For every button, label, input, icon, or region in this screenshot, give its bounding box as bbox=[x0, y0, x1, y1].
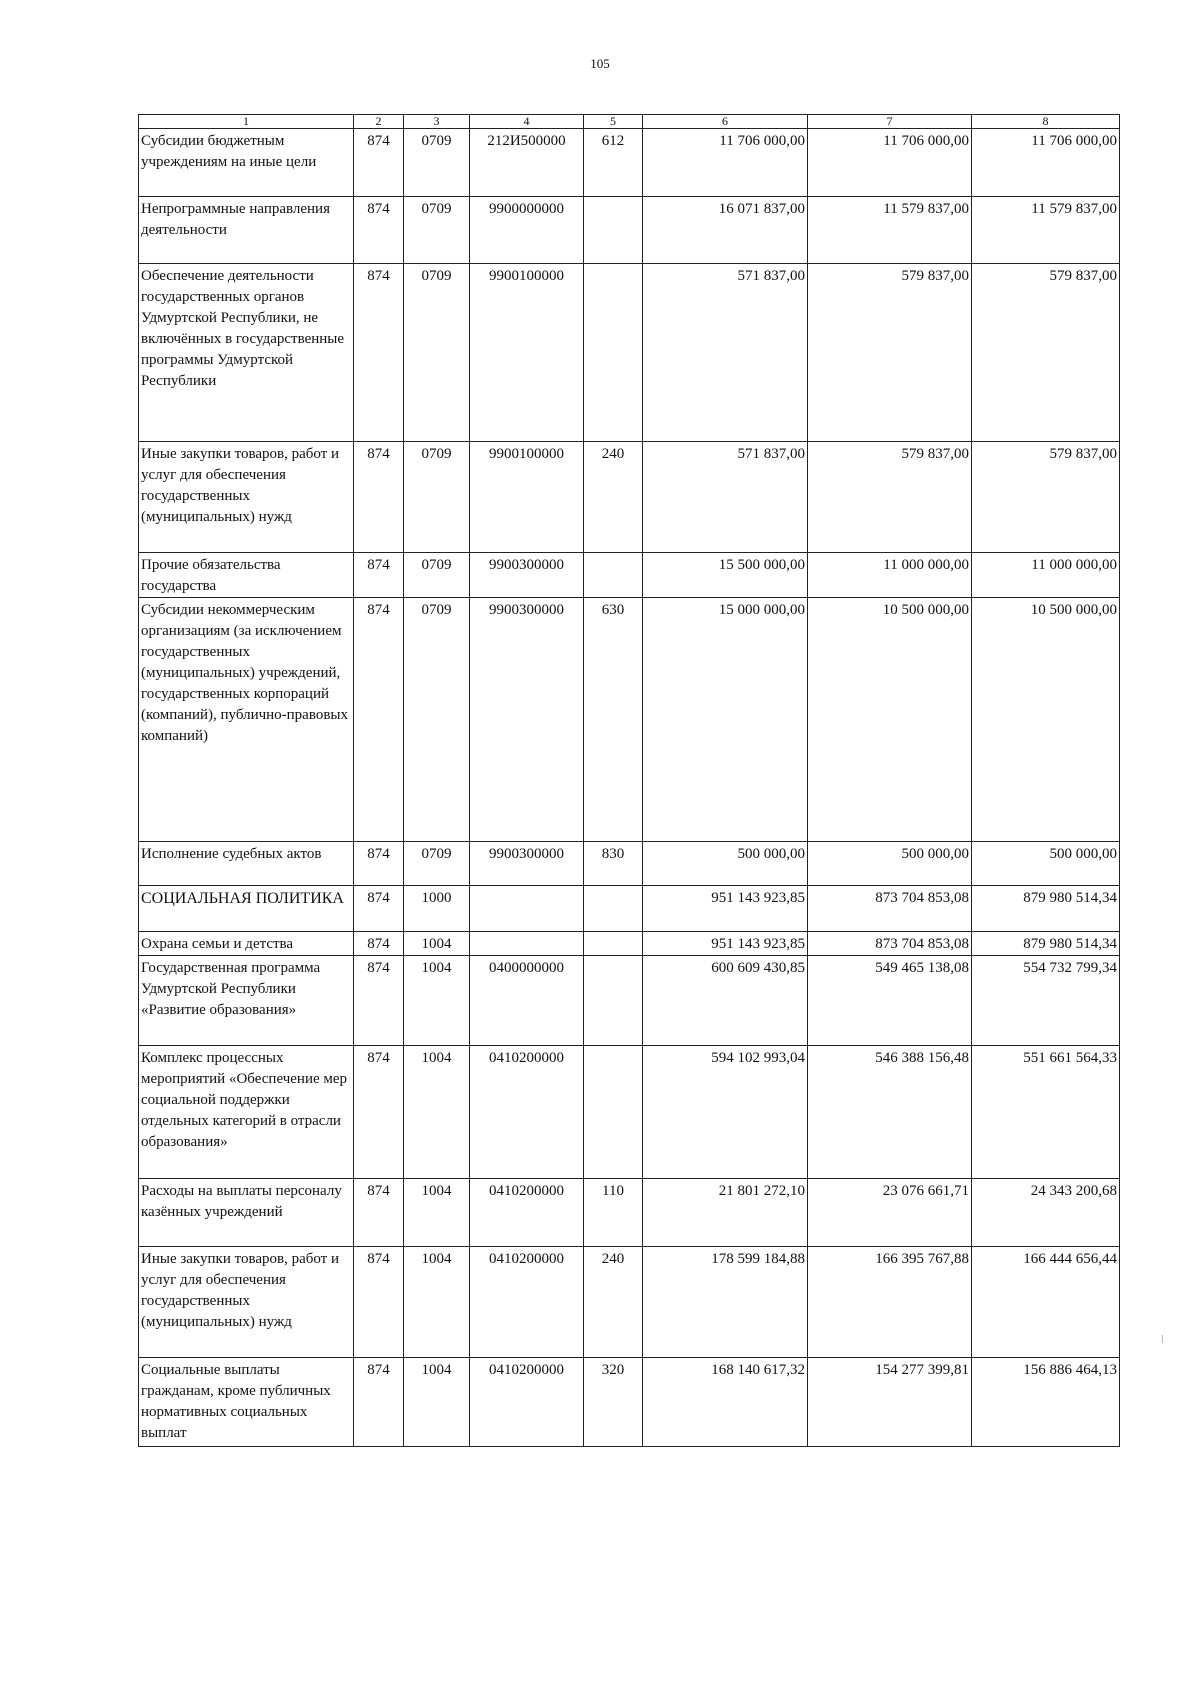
row-amount-col8: 11 706 000,00 bbox=[972, 129, 1120, 197]
row-target-code: 9900100000 bbox=[470, 264, 584, 442]
row-name: Прочие обязательства государства bbox=[139, 553, 354, 598]
row-amount-col7: 579 837,00 bbox=[808, 442, 972, 553]
row-amount-col7: 500 000,00 bbox=[808, 842, 972, 886]
row-section-code: 0709 bbox=[404, 598, 470, 842]
row-expense-type: 630 bbox=[584, 598, 643, 842]
row-section-code: 0709 bbox=[404, 442, 470, 553]
row-amount-col6: 951 143 923,85 bbox=[643, 886, 808, 932]
row-name: Обеспечение деятельности государственных органов Удмуртской Республики, не включённых в государственные программы Удмуртской Республики bbox=[139, 264, 354, 442]
row-amount-col7: 11 000 000,00 bbox=[808, 553, 972, 598]
row-amount-col6: 594 102 993,04 bbox=[643, 1046, 808, 1179]
row-expense-type: 320 bbox=[584, 1358, 643, 1447]
scan-mark bbox=[1162, 1335, 1163, 1343]
table-row bbox=[139, 932, 1120, 956]
column-header: 6 bbox=[643, 115, 808, 129]
table-row bbox=[139, 1358, 1120, 1447]
row-expense-type bbox=[584, 264, 643, 442]
row-name: СОЦИАЛЬНАЯ ПОЛИТИКА bbox=[139, 886, 354, 932]
row-amount-col6: 15 500 000,00 bbox=[643, 553, 808, 598]
row-target-code: 9900000000 bbox=[470, 197, 584, 264]
column-number-row bbox=[139, 115, 1120, 129]
row-admin-code: 874 bbox=[354, 553, 404, 598]
row-amount-col8: 10 500 000,00 bbox=[972, 598, 1120, 842]
row-target-code: 9900300000 bbox=[470, 598, 584, 842]
row-expense-type: 830 bbox=[584, 842, 643, 886]
row-amount-col7: 154 277 399,81 bbox=[808, 1358, 972, 1447]
row-section-code: 1004 bbox=[404, 1179, 470, 1247]
row-amount-col8: 554 732 799,34 bbox=[972, 956, 1120, 1046]
row-amount-col6: 11 706 000,00 bbox=[643, 129, 808, 197]
row-expense-type: 612 bbox=[584, 129, 643, 197]
row-admin-code: 874 bbox=[354, 129, 404, 197]
row-section-code: 0709 bbox=[404, 129, 470, 197]
row-amount-col6: 178 599 184,88 bbox=[643, 1247, 808, 1358]
row-admin-code: 874 bbox=[354, 842, 404, 886]
table-row bbox=[139, 442, 1120, 553]
row-section-code: 0709 bbox=[404, 553, 470, 598]
row-amount-col7: 579 837,00 bbox=[808, 264, 972, 442]
row-target-code: 0410200000 bbox=[470, 1046, 584, 1179]
row-amount-col6: 600 609 430,85 bbox=[643, 956, 808, 1046]
row-name: Социальные выплаты гражданам, кроме публичных нормативных социальных выплат bbox=[139, 1358, 354, 1447]
row-amount-col8: 500 000,00 bbox=[972, 842, 1120, 886]
row-expense-type: 240 bbox=[584, 1247, 643, 1358]
row-amount-col8: 11 579 837,00 bbox=[972, 197, 1120, 264]
row-name: Субсидии бюджетным учреждениям на иные цели bbox=[139, 129, 354, 197]
row-amount-col7: 10 500 000,00 bbox=[808, 598, 972, 842]
row-target-code: 0410200000 bbox=[470, 1247, 584, 1358]
row-amount-col7: 873 704 853,08 bbox=[808, 886, 972, 932]
row-amount-col7: 23 076 661,71 bbox=[808, 1179, 972, 1247]
row-expense-type bbox=[584, 1046, 643, 1179]
row-amount-col8: 879 980 514,34 bbox=[972, 932, 1120, 956]
row-name: Иные закупки товаров, работ и услуг для обеспечения государственных (муниципальных) нужд bbox=[139, 1247, 354, 1358]
row-name: Расходы на выплаты персоналу казённых учреждений bbox=[139, 1179, 354, 1247]
column-header: 7 bbox=[808, 115, 972, 129]
row-amount-col7: 546 388 156,48 bbox=[808, 1046, 972, 1179]
table-row bbox=[139, 598, 1120, 842]
row-section-code: 0709 bbox=[404, 264, 470, 442]
row-target-code bbox=[470, 932, 584, 956]
row-amount-col7: 549 465 138,08 bbox=[808, 956, 972, 1046]
budget-table bbox=[138, 114, 1120, 1447]
row-admin-code: 874 bbox=[354, 1358, 404, 1447]
row-section-code: 1000 bbox=[404, 886, 470, 932]
row-admin-code: 874 bbox=[354, 1046, 404, 1179]
row-expense-type bbox=[584, 197, 643, 264]
row-amount-col8: 166 444 656,44 bbox=[972, 1247, 1120, 1358]
row-admin-code: 874 bbox=[354, 886, 404, 932]
row-name: Субсидии некоммерческим организациям (за исключением государственных (муниципальных) учреждений, государственных корпораций (компаний), публично-правовых компаний) bbox=[139, 598, 354, 842]
row-amount-col6: 571 837,00 bbox=[643, 442, 808, 553]
row-section-code: 1004 bbox=[404, 1247, 470, 1358]
row-amount-col8: 879 980 514,34 bbox=[972, 886, 1120, 932]
row-amount-col8: 156 886 464,13 bbox=[972, 1358, 1120, 1447]
row-admin-code: 874 bbox=[354, 1247, 404, 1358]
table-row bbox=[139, 956, 1120, 1046]
column-header: 1 bbox=[139, 115, 354, 129]
row-name: Охрана семьи и детства bbox=[139, 932, 354, 956]
table-row bbox=[139, 553, 1120, 598]
table-row bbox=[139, 197, 1120, 264]
row-amount-col7: 873 704 853,08 bbox=[808, 932, 972, 956]
row-amount-col6: 21 801 272,10 bbox=[643, 1179, 808, 1247]
row-expense-type bbox=[584, 553, 643, 598]
row-target-code: 0410200000 bbox=[470, 1179, 584, 1247]
table-row bbox=[139, 842, 1120, 886]
row-amount-col7: 11 706 000,00 bbox=[808, 129, 972, 197]
row-target-code: 9900100000 bbox=[470, 442, 584, 553]
row-admin-code: 874 bbox=[354, 932, 404, 956]
row-expense-type: 110 bbox=[584, 1179, 643, 1247]
row-admin-code: 874 bbox=[354, 1179, 404, 1247]
column-header: 2 bbox=[354, 115, 404, 129]
row-section-code: 0709 bbox=[404, 197, 470, 264]
row-amount-col8: 579 837,00 bbox=[972, 442, 1120, 553]
table-row bbox=[139, 1046, 1120, 1179]
table-row bbox=[139, 264, 1120, 442]
row-amount-col8: 551 661 564,33 bbox=[972, 1046, 1120, 1179]
row-amount-col8: 24 343 200,68 bbox=[972, 1179, 1120, 1247]
row-admin-code: 874 bbox=[354, 598, 404, 842]
row-expense-type bbox=[584, 886, 643, 932]
row-admin-code: 874 bbox=[354, 264, 404, 442]
row-expense-type: 240 bbox=[584, 442, 643, 553]
row-name: Непрограммные направления деятельности bbox=[139, 197, 354, 264]
row-name: Комплекс процессных мероприятий «Обеспечение мер социальной поддержки отдельных категорий в отрасли образования» bbox=[139, 1046, 354, 1179]
row-amount-col6: 951 143 923,85 bbox=[643, 932, 808, 956]
row-amount-col8: 579 837,00 bbox=[972, 264, 1120, 442]
row-name: Исполнение судебных актов bbox=[139, 842, 354, 886]
column-header: 8 bbox=[972, 115, 1120, 129]
row-target-code: 212И500000 bbox=[470, 129, 584, 197]
row-amount-col6: 15 000 000,00 bbox=[643, 598, 808, 842]
column-header: 3 bbox=[404, 115, 470, 129]
column-header: 4 bbox=[470, 115, 584, 129]
row-expense-type bbox=[584, 956, 643, 1046]
row-target-code: 9900300000 bbox=[470, 553, 584, 598]
row-target-code: 0400000000 bbox=[470, 956, 584, 1046]
row-section-code: 0709 bbox=[404, 842, 470, 886]
row-target-code: 0410200000 bbox=[470, 1358, 584, 1447]
row-section-code: 1004 bbox=[404, 956, 470, 1046]
row-name: Государственная программа Удмуртской Республики «Развитие образования» bbox=[139, 956, 354, 1046]
row-name: Иные закупки товаров, работ и услуг для обеспечения государственных (муниципальных) нужд bbox=[139, 442, 354, 553]
row-section-code: 1004 bbox=[404, 1046, 470, 1179]
table-row bbox=[139, 1179, 1120, 1247]
column-header: 5 bbox=[584, 115, 643, 129]
row-amount-col6: 16 071 837,00 bbox=[643, 197, 808, 264]
row-section-code: 1004 bbox=[404, 1358, 470, 1447]
table-row bbox=[139, 1247, 1120, 1358]
row-admin-code: 874 bbox=[354, 442, 404, 553]
table-row bbox=[139, 886, 1120, 932]
row-admin-code: 874 bbox=[354, 956, 404, 1046]
row-amount-col7: 166 395 767,88 bbox=[808, 1247, 972, 1358]
row-amount-col6: 571 837,00 bbox=[643, 264, 808, 442]
row-amount-col6: 168 140 617,32 bbox=[643, 1358, 808, 1447]
row-target-code bbox=[470, 886, 584, 932]
page-number: 105 bbox=[590, 56, 610, 71]
row-amount-col6: 500 000,00 bbox=[643, 842, 808, 886]
row-expense-type bbox=[584, 932, 643, 956]
row-amount-col7: 11 579 837,00 bbox=[808, 197, 972, 264]
row-amount-col8: 11 000 000,00 bbox=[972, 553, 1120, 598]
table-row bbox=[139, 129, 1120, 197]
row-section-code: 1004 bbox=[404, 932, 470, 956]
row-admin-code: 874 bbox=[354, 197, 404, 264]
row-target-code: 9900300000 bbox=[470, 842, 584, 886]
